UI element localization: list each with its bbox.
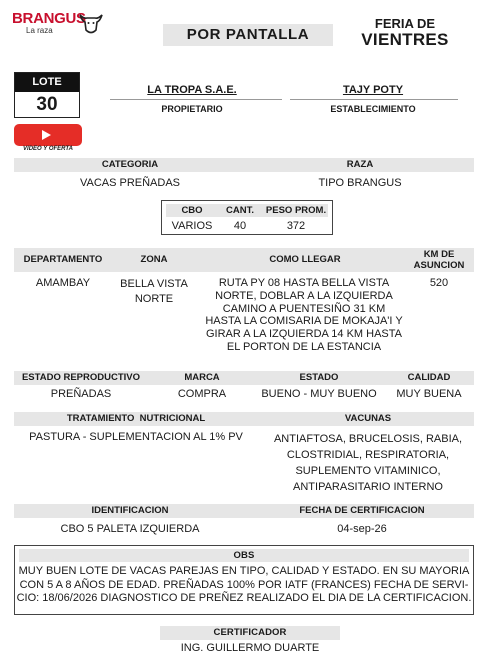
como-llegar-line: HASTA LA COMISARIA DE MOKAJA'I Y <box>205 315 403 328</box>
propietario-value: LA TROPA S.A.E. <box>147 84 237 96</box>
lote-number: 30 <box>36 94 58 115</box>
logo-tagline: La raza <box>26 26 53 35</box>
departamento-label: DEPARTAMENTO <box>23 254 103 265</box>
calidad-value: MUY BUENA <box>396 388 462 400</box>
identificacion-label: IDENTIFICACION <box>91 505 169 516</box>
estado-label: ESTADO <box>299 372 339 383</box>
zona-value-line1: BELLA VISTA <box>120 278 188 290</box>
km-value: 520 <box>429 277 449 289</box>
marca-value: COMPRA <box>177 388 227 400</box>
km-label-line1: KM DE <box>423 249 455 260</box>
tratamiento-value: PASTURA - SUPLEMENTACION AL 1% PV <box>29 431 243 443</box>
peso-value: 372 <box>286 220 306 232</box>
vacunas-value <box>262 431 474 495</box>
estado-value: BUENO - MUY BUENO <box>261 388 377 400</box>
obs-line: CON 5 A 8 AÑOS DE EDAD. PREÑADAS 100% POR IATF (FRANCES) FECHA DE SERVI- <box>19 578 469 591</box>
play-icon <box>42 130 51 140</box>
peso-label: PESO PROM. <box>265 205 327 216</box>
como-llegar-label: COMO LLEGAR <box>269 254 341 265</box>
video-play-button[interactable] <box>14 124 82 146</box>
vacunas-label: VACUNAS <box>344 413 392 424</box>
establecimiento-divider <box>290 99 458 100</box>
feria-title <box>350 16 460 50</box>
calidad-label: CALIDAD <box>407 372 451 383</box>
como-llegar-line: EL PORTON DE LA ESTANCIA <box>226 340 382 353</box>
establecimiento-value: TAJY POTY <box>342 84 404 96</box>
cbo-label: CBO <box>181 205 203 216</box>
propietario-divider <box>110 99 282 100</box>
obs-line: CIO: 18/06/2026 DIAGNOSTICO DE PREÑEZ REALIZADO EL DIA DE LA CERTIFICACION. <box>16 592 472 604</box>
tratamiento-label: TRATAMIENTO NUTRICIONAL <box>66 413 206 424</box>
identificacion-value: CBO 5 PALETA IZQUIERDA <box>60 523 200 535</box>
marca-label: MARCA <box>184 372 220 383</box>
logo-brand-text: BRANGUS <box>12 10 86 27</box>
vacunas-line: ANTIPARASITARIO INTERNO <box>293 481 443 493</box>
zona-label: ZONA <box>140 254 168 265</box>
km-label <box>404 249 474 271</box>
estado-reproductivo-label: ESTADO REPRODUCTIVO <box>21 372 141 383</box>
bull-head-icon <box>78 10 104 36</box>
como-llegar-line: CAMINO A PUENTESIÑO 31 KM <box>222 302 386 315</box>
zona-value-line2: NORTE <box>134 293 174 305</box>
video-label[interactable]: VIDEO Y OFERTA <box>23 146 73 152</box>
establecimiento-label: ESTABLECIMIENTO <box>330 104 416 114</box>
cant-value: 40 <box>233 220 247 232</box>
como-llegar-value <box>196 277 412 354</box>
zona-value <box>112 277 196 307</box>
cant-label: CANT. <box>226 205 254 216</box>
fecha-value: 04-sep-26 <box>337 523 387 535</box>
cbo-value: VARIOS <box>171 220 213 232</box>
propietario-label: PROPIETARIO <box>161 104 223 114</box>
como-llegar-line: GIRAR A LA IZQUIERDA 14 KM HASTA <box>205 328 403 341</box>
certificador-label: CERTIFICADOR <box>160 626 340 640</box>
vacunas-line: CLOSTRIDIAL, RESPIRATORIA, <box>286 449 450 461</box>
lote-box <box>14 72 80 118</box>
por-pantalla-banner: POR PANTALLA <box>163 24 333 46</box>
km-label-line2: ASUNCION <box>413 260 465 271</box>
categoria-value: VACAS PREÑADAS <box>79 177 181 189</box>
raza-value: TIPO BRANGUS <box>318 177 402 189</box>
feria-title-line1: FERIA DE <box>374 16 436 31</box>
obs-line: MUY BUEN LOTE DE VACAS PAREJAS EN TIPO, CALIDAD Y ESTADO. EN SU MAYORIA <box>18 565 470 577</box>
feria-title-line2: VIENTRES <box>361 30 449 49</box>
como-llegar-line: NORTE, DOBLAR A LA IZQUIERDA <box>215 289 393 302</box>
departamento-value: AMAMBAY <box>35 277 91 289</box>
vacunas-line: SUPLEMENTO VITAMINICO, <box>295 465 441 477</box>
certificador-value: ING. GUILLERMO DUARTE <box>180 642 320 654</box>
categoria-label: CATEGORIA <box>101 159 159 170</box>
fecha-label: FECHA DE CERTIFICACION <box>299 505 425 516</box>
obs-text <box>16 565 472 606</box>
como-llegar-line: RUTA PY 08 HASTA BELLA VISTA <box>218 277 390 289</box>
lote-label: LOTE <box>15 73 79 92</box>
obs-label: OBS <box>19 549 469 562</box>
vacunas-line: ANTIAFTOSA, BRUCELOSIS, RABIA, <box>273 433 463 445</box>
brangus-logo <box>12 10 102 40</box>
raza-label: RAZA <box>346 159 374 170</box>
estado-reproductivo-value: PREÑADAS <box>50 388 112 400</box>
